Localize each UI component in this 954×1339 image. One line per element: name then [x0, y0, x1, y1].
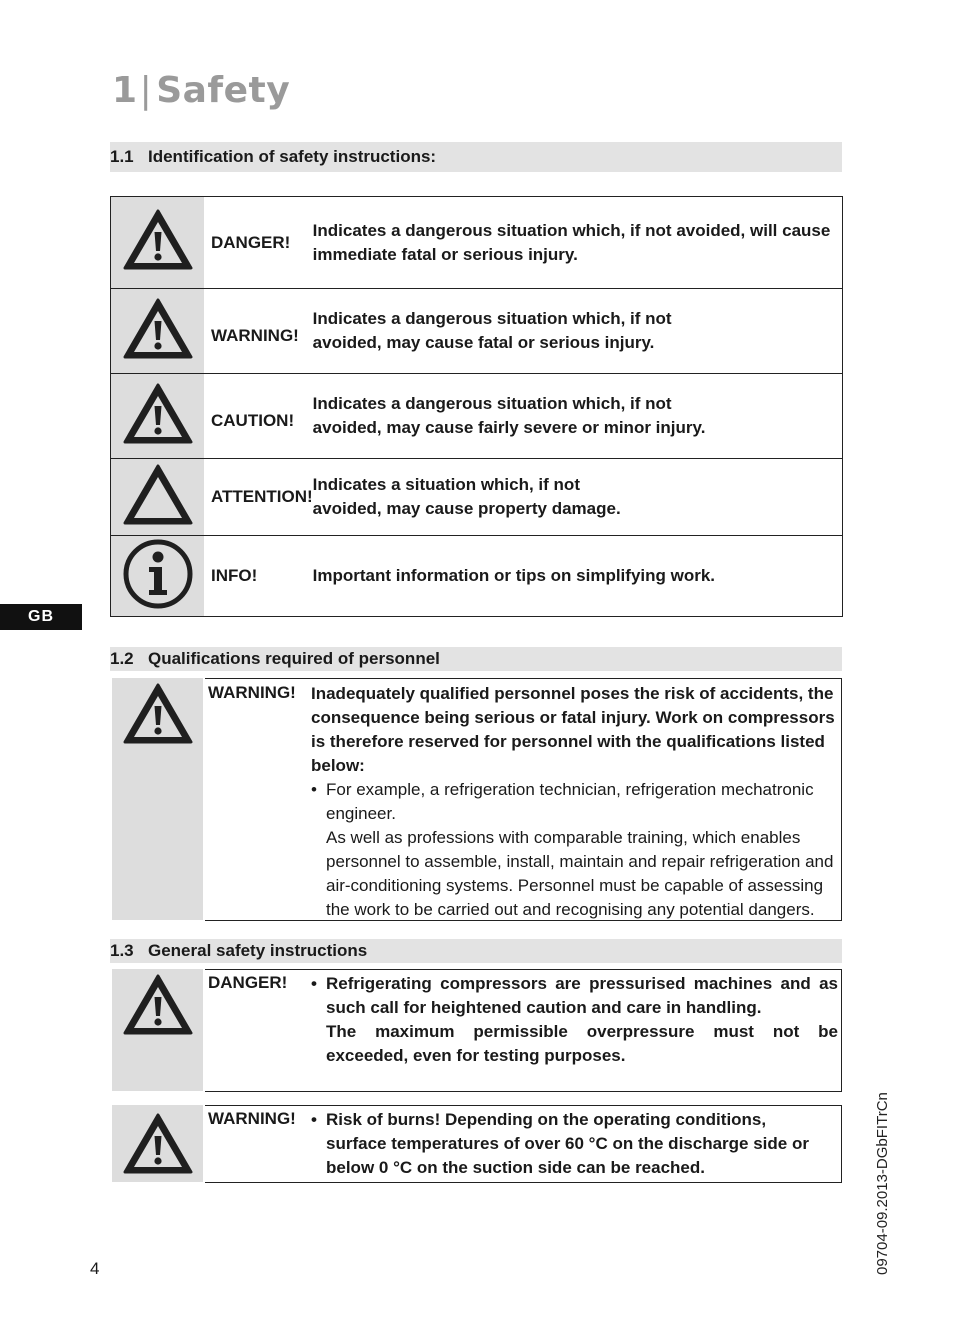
chapter-heading: [112, 70, 290, 111]
icon-cell: [111, 536, 205, 617]
row-text-line: avoided, may cause fatal or serious injury.: [312, 333, 655, 352]
info-icon: [122, 538, 194, 610]
row-text-line: Indicates a situation which, if not: [312, 475, 580, 494]
row-text-line: Indicates a dangerous situation which, if not: [312, 394, 672, 413]
list-item: [311, 972, 838, 1068]
warning-triangle-icon: [123, 382, 193, 446]
table-row: [111, 459, 843, 536]
icon-cell: [111, 459, 205, 536]
warning-label: WARNING!: [208, 1109, 296, 1128]
chapter-separator: |: [139, 70, 153, 111]
section-heading-1-2: [110, 647, 842, 671]
row-label: ATTENTION!: [204, 459, 313, 536]
table-row: [111, 374, 843, 459]
warning-triangle-icon: [123, 1112, 193, 1176]
bullet-dot: •: [311, 780, 317, 799]
bullet-text: Risk of burns! Depending on the operating conditions, surface temperatures of over 60 °C on the discharge side or below 0 °C on the suction side can be reached.: [326, 1110, 809, 1177]
row-text: [313, 374, 843, 459]
bullet-continuation: The maximum permissible overpressure must not be exceeded, even for testing purposes.: [326, 1022, 838, 1065]
row-text-line: avoided, may cause property damage.: [312, 499, 621, 518]
table-row: [111, 536, 843, 617]
warning-label: WARNING!: [208, 683, 296, 702]
icon-cell: [111, 289, 205, 374]
row-text: Indicates a dangerous situation which, if not avoided, will cause immediate fatal or serious injury.: [313, 197, 843, 289]
list-item: [311, 778, 836, 922]
chapter-number: 1: [112, 70, 138, 111]
bullet-dot: •: [311, 974, 317, 993]
list-item: [311, 1108, 816, 1180]
icon-cell: [112, 969, 203, 1091]
warning-content: [311, 682, 836, 922]
bullet-dot: •: [311, 1110, 317, 1129]
warning-triangle-icon: [123, 208, 193, 272]
row-text-line: Indicates a dangerous situation which, if not: [312, 309, 672, 328]
section-number: 1.1: [110, 147, 134, 166]
row-label: INFO!: [211, 566, 258, 585]
row-text: [313, 459, 843, 536]
table-row: [111, 197, 843, 289]
bullet-text: Refrigerating compressors are pressurised machines and as such call for heightened caution and care in handling.: [326, 974, 838, 1017]
icon-cell: [112, 1105, 203, 1182]
empty-triangle-icon: [123, 463, 193, 527]
chapter-title: Safety: [156, 70, 291, 111]
bullet-continuation: As well as professions with comparable training, which enables personnel to assemble, install, maintain and repair refrigeration and air-conditioning systems. Personnel must be capable of assessing the work to be carried out and recognising any potential dangers.: [326, 828, 834, 919]
section-heading-1-1: [110, 142, 842, 172]
document-id: 09704-09.2013-DGbFITrCn: [874, 1092, 891, 1275]
identification-table: [110, 196, 843, 617]
icon-cell: [112, 678, 203, 920]
row-text: [313, 289, 843, 374]
row-label: WARNING!: [204, 289, 313, 374]
warning-triangle-icon: [123, 973, 193, 1037]
row-label: CAUTION!: [204, 374, 313, 459]
icon-cell: [111, 197, 205, 289]
warning-triangle-icon: [123, 297, 193, 361]
section-number: 1.3: [110, 941, 134, 960]
bullet-text: For example, a refrigeration technician, refrigeration mechatronic engineer.: [326, 780, 814, 823]
section-title: Identification of safety instructions:: [148, 147, 437, 166]
icon-cell: [111, 374, 205, 459]
section-title: General safety instructions: [148, 941, 368, 960]
row-label: DANGER!: [204, 197, 313, 289]
row-text-line: avoided, may cause fairly severe or minor injury.: [312, 418, 706, 437]
section-title: Qualifications required of personnel: [148, 649, 440, 668]
section-heading-1-3: [110, 939, 842, 963]
danger-label: DANGER!: [208, 973, 288, 992]
language-tab: GB: [0, 604, 82, 630]
warning-triangle-icon: [123, 682, 193, 746]
warning-text: Inadequately qualified personnel poses the risk of accidents, the consequence being serious or fatal injury. Work on compressors is therefore reserved for personnel with the qualifications listed below:: [311, 684, 835, 775]
section-number: 1.2: [110, 649, 134, 668]
table-row: [111, 289, 843, 374]
page-number: 4: [90, 1259, 100, 1278]
row-text: Important information or tips on simplifying work.: [312, 566, 716, 585]
